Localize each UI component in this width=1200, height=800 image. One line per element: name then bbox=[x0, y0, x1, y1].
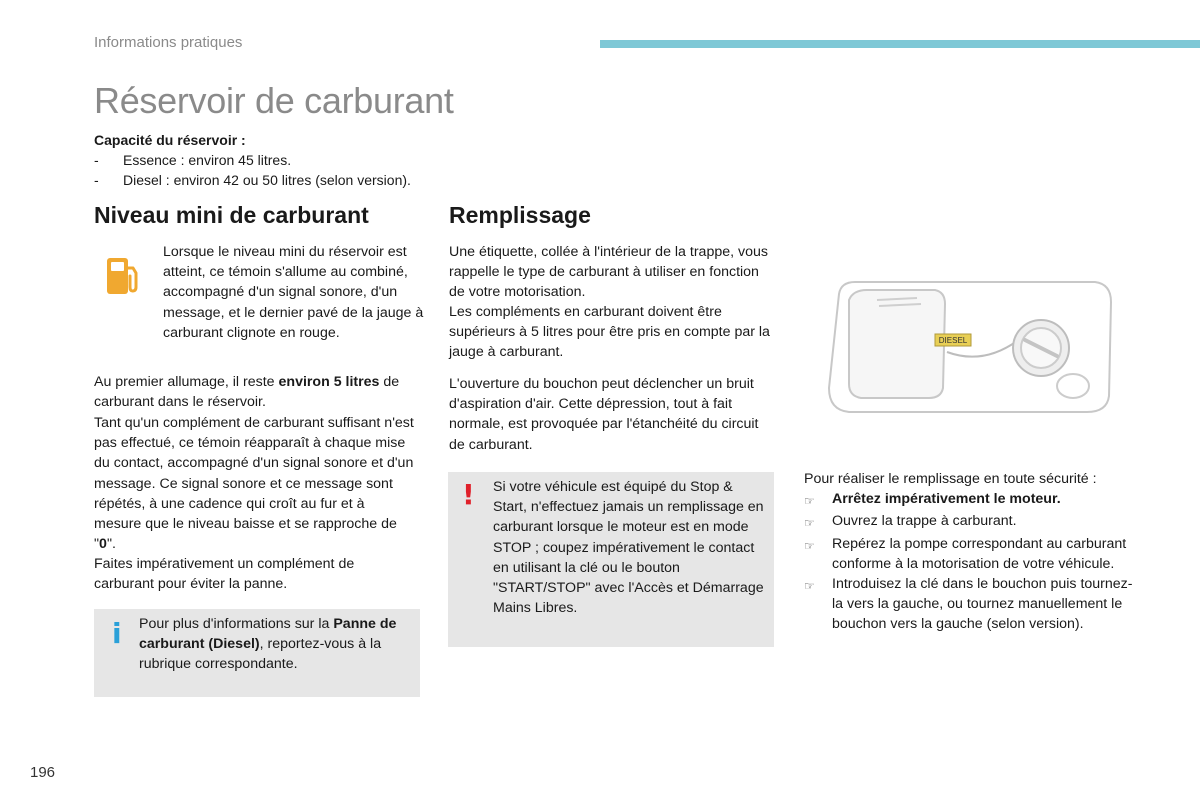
hand-pointer-icon: ☞ bbox=[804, 494, 815, 509]
low-fuel-warning-text: Lorsque le niveau mini du réservoir est atteint, ce témoin s'allume au combiné, accompagné d'un signal sonore, d'un message, et le dernier pavé de la jauge à carburant clignote en rouge. bbox=[163, 244, 424, 341]
middle-column-heading: Remplissage bbox=[449, 202, 591, 228]
tank-capacity bbox=[94, 130, 411, 190]
refuel-steps bbox=[804, 469, 1134, 635]
step-text: Repérez la pompe correspondant au carburant conforme à la motorisation de votre véhicule. bbox=[832, 535, 1127, 572]
info-note bbox=[94, 609, 420, 697]
capacity-item-text: Essence : environ 45 litres. bbox=[123, 152, 292, 168]
dash-marker: - bbox=[94, 152, 99, 168]
warning-note-text: Si votre véhicule est équipé du Stop & Start, n'effectuez jamais un remplissage en carburant lorsque le moteur est en mode STOP ; coupez impérativement le contact en utilisant la clé ou le bouton "START/STOP" avec l'Accès et Démarrage Mains Libres. bbox=[493, 479, 764, 617]
refuel-intro: Pour réaliser le remplissage en toute sécurité : bbox=[804, 471, 1097, 487]
text-span: , reportez-vous à la rubrique correspondante. bbox=[139, 636, 382, 673]
bold-span: environ 5 litres bbox=[278, 374, 380, 390]
capacity-title: Capacité du réservoir : bbox=[94, 132, 246, 148]
section-label: Informations pratiques bbox=[94, 34, 243, 51]
section-accent-bar bbox=[600, 40, 1200, 48]
bold-span: 0 bbox=[99, 536, 107, 553]
cap-opening-text: L'ouverture du bouchon peut déclencher un bruit d'aspiration d'air. Cette dépression, tout à fait normale, est provoquée par l'étanchéité du circuit de carburant. bbox=[449, 376, 759, 453]
hand-pointer-icon: ☞ bbox=[804, 579, 815, 594]
hand-pointer-icon: ☞ bbox=[804, 538, 815, 553]
text-span: Pour plus d'informations sur la bbox=[139, 616, 334, 632]
repeat-warning-text bbox=[94, 413, 414, 554]
list-item bbox=[804, 574, 1134, 635]
warning-note bbox=[448, 472, 774, 647]
step-text: Arrêtez impérativement le moteur. bbox=[832, 491, 1061, 508]
step-text: Introduisez la clé dans le bouchon puis tournez-la vers la gauche, ou tournez manuellement le bouchon vers la gauche (selon version). bbox=[832, 576, 1133, 633]
hand-pointer-icon: ☞ bbox=[804, 516, 815, 531]
info-icon: i bbox=[112, 617, 122, 650]
text-span: de carburant dans le réservoir. bbox=[94, 374, 400, 411]
left-column-heading: Niveau mini de carburant bbox=[94, 202, 369, 228]
text-span: ". bbox=[106, 536, 116, 553]
step-text: Ouvrez la trappe à carburant. bbox=[832, 513, 1017, 530]
page-title: Réservoir de carburant bbox=[94, 80, 454, 121]
list-item bbox=[804, 489, 1134, 511]
bold-span[interactable]: Panne de carburant (Diesel) bbox=[139, 616, 397, 653]
capacity-item-text: Diesel : environ 42 ou 50 litres (selon version). bbox=[123, 172, 411, 188]
list-item bbox=[804, 511, 1134, 533]
list-item bbox=[804, 534, 1134, 574]
warning-icon: ! bbox=[462, 478, 475, 511]
first-start-text bbox=[94, 372, 424, 412]
page-number: 196 bbox=[30, 764, 56, 781]
capacity-item bbox=[94, 150, 411, 170]
text-span: Au premier allumage, il reste bbox=[94, 374, 279, 390]
dash-marker: - bbox=[94, 172, 99, 188]
diesel-label: DIESEL bbox=[938, 336, 968, 345]
text-span: Tant qu'un complément de carburant suffisant n'est pas effectué, ce témoin réapparaît à chaque mise du contact, accompagné d'un signal sonore et d'un message. Ce signal sonore et ce message sont répétés, à une cadence qui croît au fur et à mesure que le niveau baisse et se rapproche de " bbox=[94, 415, 414, 553]
info-note-text bbox=[139, 614, 411, 675]
fuel-pump-icon bbox=[104, 254, 140, 296]
minimum-refill-text: Les compléments en carburant doivent être supérieurs à 5 litres pour être pris en compte par la jauge à carburant. bbox=[449, 304, 770, 361]
fuel-flap-illustration bbox=[825, 278, 1115, 416]
fuel-label-text: Une étiquette, collée à l'intérieur de la trappe, vous rappelle le type de carburant à utiliser en fonction de votre motorisation. bbox=[449, 244, 768, 301]
refuel-advice-text: Faites impérativement un complément de carburant pour éviter la panne. bbox=[94, 556, 355, 593]
capacity-item bbox=[94, 170, 411, 190]
